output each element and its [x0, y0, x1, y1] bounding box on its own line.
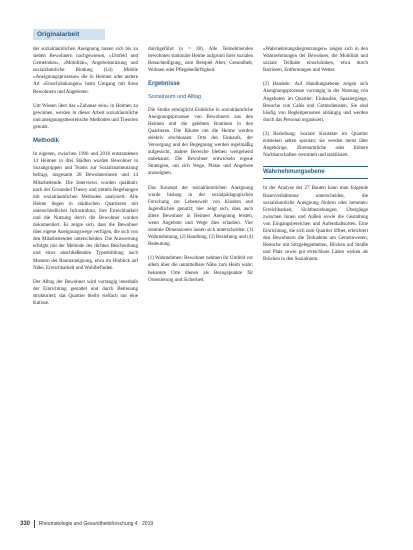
section-heading-ergebnisse: Ergebnisse [148, 81, 180, 88]
page-footer [20, 519, 153, 529]
footer-divider [34, 520, 35, 528]
paragraph: Der Alltag der Bewohner wird vorrangig innerhalb der Einrichtung gestaltet und durch Betreuung strukturiert; das Quartier bleibt vielfach nur eine Kulisse. [33, 278, 138, 306]
paragraph: (2) Handeln: Auf Handlungsebene zeigen sich Aneignungsprozesse vorrangig in der Nutzung von Angeboten im Quartier: Einkaufen, Spaziergänge, Besuche von Cafés und Gottesdiensten. Sie sind häufig von Begleitpersonen abhängig und werden durch das Personal organisiert. [263, 81, 368, 123]
journal-name: Rheumatologie und Gesundheitsforschung 4 · 2019 [38, 521, 154, 527]
text-column-1 [33, 46, 138, 314]
paragraph: (1) Wahrnehmen: Bewohner nehmen ihr Umfeld vor allem über die unmittelbare Nähe zum Heim wahr; bekannte Orte dienen als Bezugspunkte für Orientierung und Sicherheit. [148, 255, 253, 283]
section-heading-methodik: Methodik [33, 138, 59, 145]
paragraph: »Wahrnehmungsbegrenzungen« zeigen sich in den Wahrnehmungen der Bewohner, die Mobilität und soziale Teilhabe einschränken, etwa durch Barrieren, Entfernungen und Wetter. [263, 46, 368, 74]
paragraph: In eigenen, zwischen 1996 und 2016 entstandenen 14 Heimen in drei Städten wurden Bewohner in Sozialgruppen und Teams zur Sozialraumnutzung befragt, insgesamt 28 Bewohnerinnen und 14 Mitarbeitende. Die Interviews wurden qualitativ nach der Grounded Theory und mittels Begehungen mit sozialräumlichen Methoden analysiert. Alle Heime liegen in städtischen Quartieren mit unterschiedlicher Infrastruktur, ihre Erreichbarkeit und die Nutzung durch die Bewohner wurden dokumentiert. Es zeigte sich, dass die Bewohner über eigene Aneignungswege verfügen, die sich von den Mitarbeitenden unterscheiden. Die Auswertung erfolgte mit der Methode der dichten Beschreibung und einer anschließenden Typenbildung nach Mustern der Raumaneignung, etwa im Hinblick auf Nähe, Erreichbarkeit und Wohlbefinden. [33, 151, 138, 271]
paragraph: der sozialräumlichen Aneignung lassen sich bis zu sieben Bewohnern nachgewiesen, »Umfeld und Gemeinden«, »Mobilität«, Angebotsnutzung und sozialräumliche Bindung (Ld) Mobile »Aneignungsprozesse« die in Heimen oder andere Art »Einschränkungen« beim Umgang mit ihren Bewohnern und Angeboten. [33, 46, 138, 95]
paragraph: Das Konzept der sozialräumlichen Aneignung wurde bislang in der sozialpädagogischen Forschung zur Lebenswelt von Kindern und Jugendlichen genutzt; hier zeigt sich, dass auch ältere Bewohner in Heimen Aneignung leisten, wenn Angebote und Wege dies erlauben. Vier zentrale Dimensionen lassen sich unterscheiden: (1) Wahrnehmung, (2) Handlung, (3) Beziehung und (4) Bedeutung. [148, 184, 253, 248]
paragraph: In der Analyse der 27 Bauten kann man folgende Raumverhältnisse unterscheiden, die sozialräumliche Aneignung fördern oder hemmen: Erreichbarkeit, Sichtbeziehungen, Übergänge zwischen Innen und Außen sowie die Gestaltung von Eingangsbereichen und Aufenthaltsorten. Eine Einrichtung, die sich zum Quartier öffnet, erleichtert den Bewohnern die Teilnahme am Gemeinwesen; Bereiche mit Sitzgelegenheiten, Blicken auf Straße und Platz sowie gut erreichbare Läden wirken als Brücken in den Sozialraum. [263, 185, 368, 263]
section-heading-wahrnehmungsebene: Wahrnehmungsebene [263, 166, 368, 179]
top-margin [0, 0, 413, 14]
paragraph: Um Wissen über das »Zuhause sein« in Heimen zu gewinnen, werden in dieser Arbeit sozialräumliche und aneignungstheoretische Methoden und Theorien genutzt. [33, 102, 138, 130]
paragraph: (3) Beziehung: Soziale Kontakte im Quartier entstehen selten spontan; sie werden meist über Angehörige, Ehrenamtliche oder frühere Nachbarschaften vermittelt und stabilisiert. [263, 130, 368, 159]
section-tag: Originalarbeit [33, 29, 105, 40]
text-column-2 [148, 46, 253, 291]
page-number: 330 [20, 521, 31, 527]
subsection-heading: Sozialraum und Alltag [148, 94, 202, 101]
paragraph: Die Studie ermöglicht Einblicke in sozialräumliche Aneignungsprozesse von Bewohnern aus den Heimen und die gelebten Routinen in den Quartieren. Die Räume um die Heime werden selektiv erschlossen: Orte des Einkaufs, der Versorgung und der Begegnung werden regelmäßig aufgesucht, andere Bereiche bleiben weitgehend unbekannt. Die Bewohner entwickeln eigene Strategien, um sich Wege, Plätze und Angebote anzueignen. [148, 106, 253, 177]
text-column-3 [263, 46, 368, 270]
paragraph: durchgeführt (n = 38). Alle Teilnehmenden bewohnten stationäre Heime aufgrund ihrer sozialen Benachteiligung, zum Beispiel Alter, Gesundheit, Wohnen oder Pflegebedürftigkeit. [148, 46, 253, 74]
